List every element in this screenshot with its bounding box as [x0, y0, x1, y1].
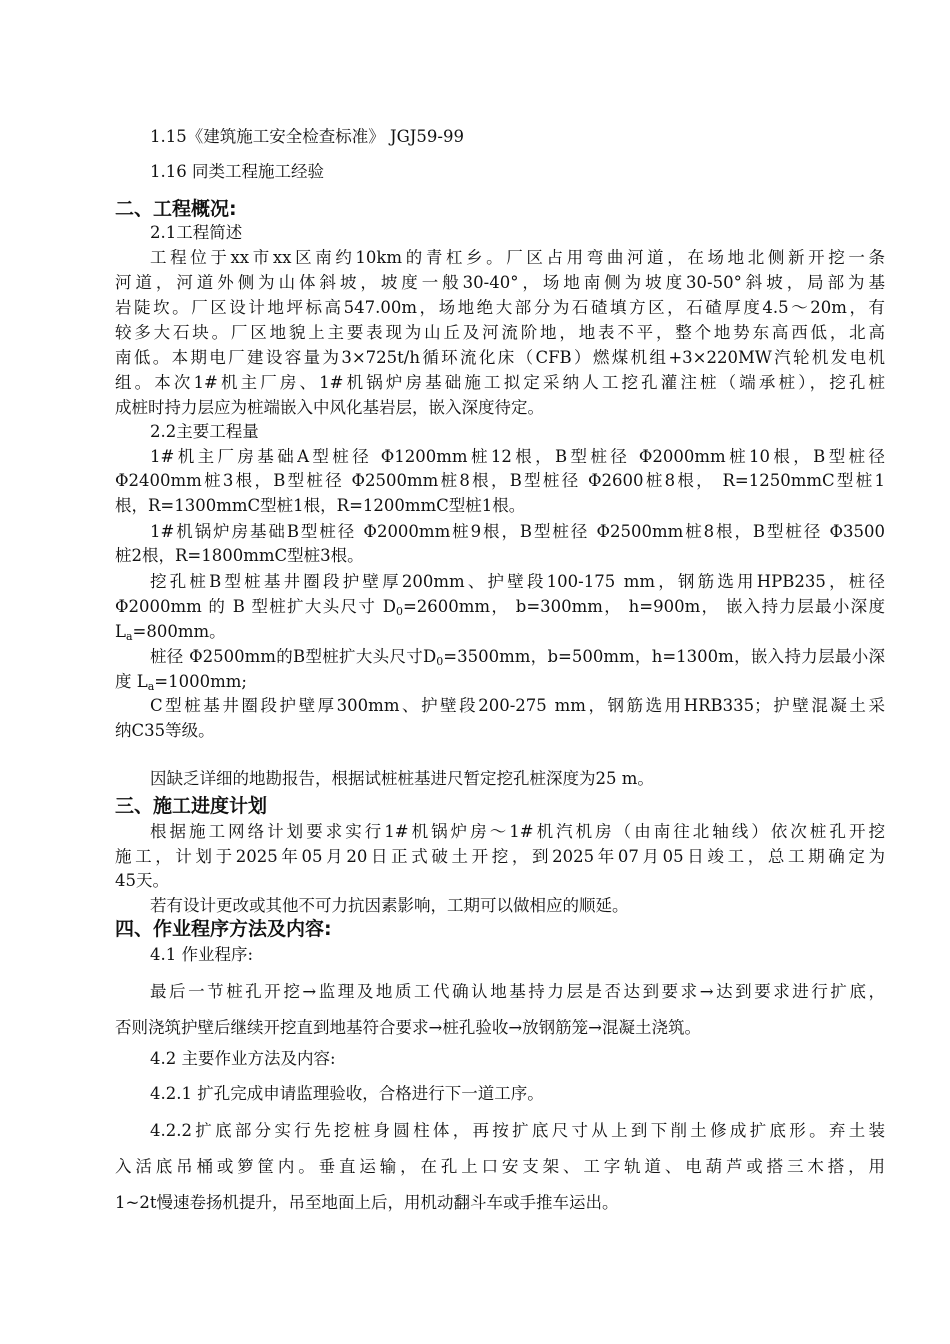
- paragraph-line: 1#机锅炉房基础B型桩径 Φ2000mm桩9根，B型桩径 Φ2500mm桩8根，B型桩径 Φ3500: [150, 522, 885, 541]
- paragraph-line: 岩陡坎。厂区设计地坪标高547.00m，场地绝大部分为石碴填方区，石碴厚度4.5～20m，有: [115, 298, 885, 317]
- paragraph-line: 4.2.2扩底部分实行先挖桩身圆柱体，再按扩底尺寸从上到下削土修成扩底形。弃土装: [150, 1121, 885, 1140]
- paragraph-line: 南低。本期电厂建设容量为3×725t/h循环流化床（CFB）燃煤机组+3×220MW汽轮机发电机: [115, 348, 885, 367]
- paragraph-line: 较多大石块。厂区地貌上主要表现为山丘及河流阶地，地表不平，整个地势东高西低，北高: [115, 323, 885, 342]
- paragraph-line: 1#机主厂房基础A型桩径 Φ1200mm桩12根，B型桩径 Φ2000mm桩10根，B型桩径: [150, 447, 885, 466]
- ref-item-1-15: 1.15《建筑施工安全检查标准》 JGJ59-99: [150, 127, 464, 146]
- paragraph-line: 1~2t慢速卷扬机提升，吊至地面上后，用机动翻斗车或手推车运出。: [115, 1193, 619, 1212]
- section-heading-2: 二、工程概况:: [115, 198, 237, 220]
- paragraph-line: 工程位于xx市xx区南约10km的青杠乡。厂区占用弯曲河道，在场地北侧新开挖一条: [150, 248, 885, 267]
- paragraph-line: 入活底吊桶或箩筐内。垂直运输，在孔上口安支架、工字轨道、电葫芦或搭三木搭，用: [115, 1157, 885, 1176]
- paragraph-line: 若有设计更改或其他不可力抗因素影响，工期可以做相应的顺延。: [150, 896, 629, 915]
- paragraph-line: 4.2.1 扩孔完成申请监理验收，合格进行下一道工序。: [150, 1084, 544, 1103]
- paragraph-line: 挖孔桩B型桩基井圈段护壁厚200mm、护壁段100-175 mm，钢筋选用HPB235，桩径: [150, 572, 885, 591]
- subsection-heading-2-1: 2.1工程简述: [150, 223, 243, 242]
- paragraph-line: 度 $L_a=1000mm$;: [115, 672, 247, 693]
- paragraph-line: 桩径 Φ2500mm的B型桩扩大头尺寸$D_0=3500mm$，b=500mm，h=1300m，嵌入持力层最小深: [150, 647, 885, 668]
- paragraph-line: 桩2根，R=1800mmC型桩3根。: [115, 546, 364, 565]
- paragraph-line: 组。本次1#机主厂房、1#机锅炉房基础施工拟定采纳人工挖孔灌注桩（端承桩），挖孔桩: [115, 373, 885, 392]
- paragraph-line: 河道，河道外侧为山体斜坡，坡度一般30-40°，场地南侧为坡度30-50°斜坡，局部为基: [115, 273, 885, 292]
- paragraph-line: $L_a=800mm$。: [115, 622, 226, 643]
- subsection-heading-4-2: 4.2 主要作业方法及内容:: [150, 1049, 336, 1068]
- paragraph-line: Φ2000mm 的 B 型桩扩大头尺寸 $D_0=2600mm$， b=300mm， h=900m， 嵌入持力层最小深度: [115, 597, 885, 618]
- paragraph-line: 成桩时持力层应为桩端嵌入中风化基岩层，嵌入深度待定。: [115, 398, 544, 417]
- paragraph-line: 因缺乏详细的地勘报告，根据试桩桩基进尺暂定挖孔桩深度为25 m。: [150, 769, 654, 788]
- paragraph-line: Φ2400mm桩3根，B型桩径 Φ2500mm桩8根，B型桩径 Φ2600桩8根， R=1250mmC型桩1: [115, 471, 885, 490]
- paragraph-line: C型桩基井圈段护壁厚300mm、护壁段200-275 mm，钢筋选用HRB335；护壁混凝土采: [150, 696, 885, 715]
- paragraph-line: 根据施工网络计划要求实行1#机锅炉房～1#机汽机房（由南往北轴线）依次桩孔开挖: [150, 822, 885, 841]
- paragraph-line: 施工，计划于2025年05月20日正式破土开挖，到2025年07月05日竣工，总工期确定为: [115, 847, 885, 866]
- section-heading-4: 四、作业程序方法及内容:: [115, 918, 332, 940]
- paragraph-line: 纳C35等级。: [115, 721, 215, 740]
- section-heading-3: 三、施工进度计划: [115, 795, 268, 817]
- paragraph-line: 根，R=1300mmC型桩1根，R=1200mmC型桩1根。: [115, 496, 526, 515]
- subsection-heading-4-1: 4.1 作业程序:: [150, 945, 254, 964]
- paragraph-line: 45天。: [115, 871, 169, 890]
- paragraph-line: 否则浇筑护壁后继续开挖直到地基符合要求→桩孔验收→放钢筋笼→混凝土浇筑。: [115, 1018, 701, 1037]
- ref-item-1-16: 1.16 同类工程施工经验: [150, 162, 324, 181]
- paragraph-line: 最后一节桩孔开挖→监理及地质工代确认地基持力层是否达到要求→达到要求进行扩底，: [150, 982, 885, 1001]
- subsection-heading-2-2: 2.2主要工程量: [150, 422, 259, 441]
